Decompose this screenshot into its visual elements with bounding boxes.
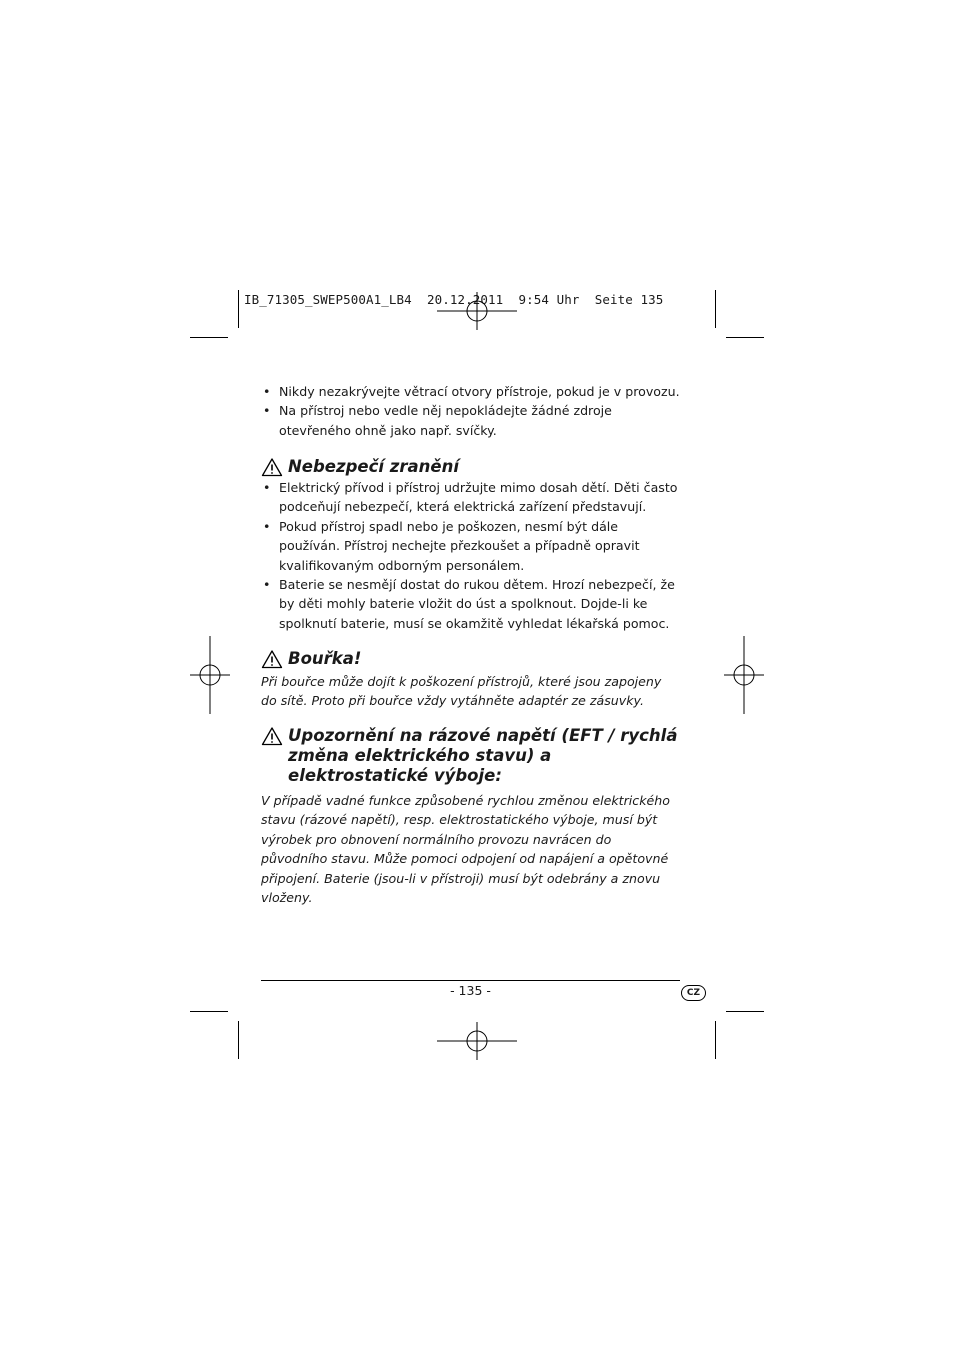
warning-icon	[261, 649, 283, 669]
section-title: Bouřka!	[288, 649, 362, 668]
registration-mark-left-icon	[190, 636, 230, 714]
language-badge: CZ	[681, 985, 706, 1001]
section-eft	[261, 726, 681, 907]
warning-icon	[261, 726, 283, 746]
warning-icon	[261, 457, 283, 477]
print-slug: IB_71305_SWEP500A1_LB4 20.12.2011 9:54 Uhr Seite 135	[244, 292, 664, 307]
registration-mark-right-icon	[724, 636, 764, 714]
section-heading	[261, 649, 681, 669]
section-heading	[261, 457, 681, 477]
section-text: V případě vadné funkce způsobené rychlou změnou elektrického stavu (rázové napětí), resp. elektrostatického výboje, musí být výrobek pro obnovení normálního provozu navrácen do původního stavu. Může pomoci odpojení od napájení a opětovné připojení. Baterie (jsou-li v přístroji) musí být odebrány a znovu vloženy.	[261, 793, 670, 906]
section-title: Upozornění na rázové napětí (EFT / rychlá změna elektrického stavu) a elektrostatické výboje:	[288, 726, 678, 785]
list-item: • Elektrický přívod i přístroj udržujte mimo dosah dětí. Děti často podceňují nebezpečí, která elektrická zařízení představují.	[261, 478, 681, 517]
section-text: Při bouřce může dojít k poškození přístrojů, které jsou zapojeny do sítě. Proto při bouřce vždy vytáhněte adaptér ze zásuvky.	[261, 674, 662, 709]
footer-rule	[261, 980, 680, 981]
section-injury	[261, 457, 681, 633]
list-item: • Baterie se nesmějí dostat do rukou dětem. Hrozí nebezpečí, že by děti mohly baterie vložit do úst a spolknout. Dojde-li ke spolknutí baterie, musí se okamžitě vyhledat lékařská pomoc.	[261, 575, 681, 633]
page-number: - 135 -	[450, 983, 491, 998]
registration-mark-top-icon	[437, 292, 517, 330]
list-item: • Pokud přístroj spadl nebo je poškozen, nesmí být dále používán. Přístroj nechejte přezkoušet a případně opravit kvalifikovaným odborným personálem.	[261, 517, 681, 575]
section-title: Nebezpečí zranění	[288, 457, 460, 476]
section-storm	[261, 649, 681, 711]
registration-mark-bottom-icon	[437, 1022, 517, 1060]
list-item: • Nikdy nezakrývejte větrací otvory přístroje, pokud je v provozu.	[261, 382, 681, 401]
intro-bullet-list	[261, 382, 681, 440]
section-heading	[261, 726, 681, 786]
list-item: • Na přístroj nebo vedle něj nepokládejte žádné zdroje otevřeného ohně jako např. svíčky.	[261, 401, 681, 440]
